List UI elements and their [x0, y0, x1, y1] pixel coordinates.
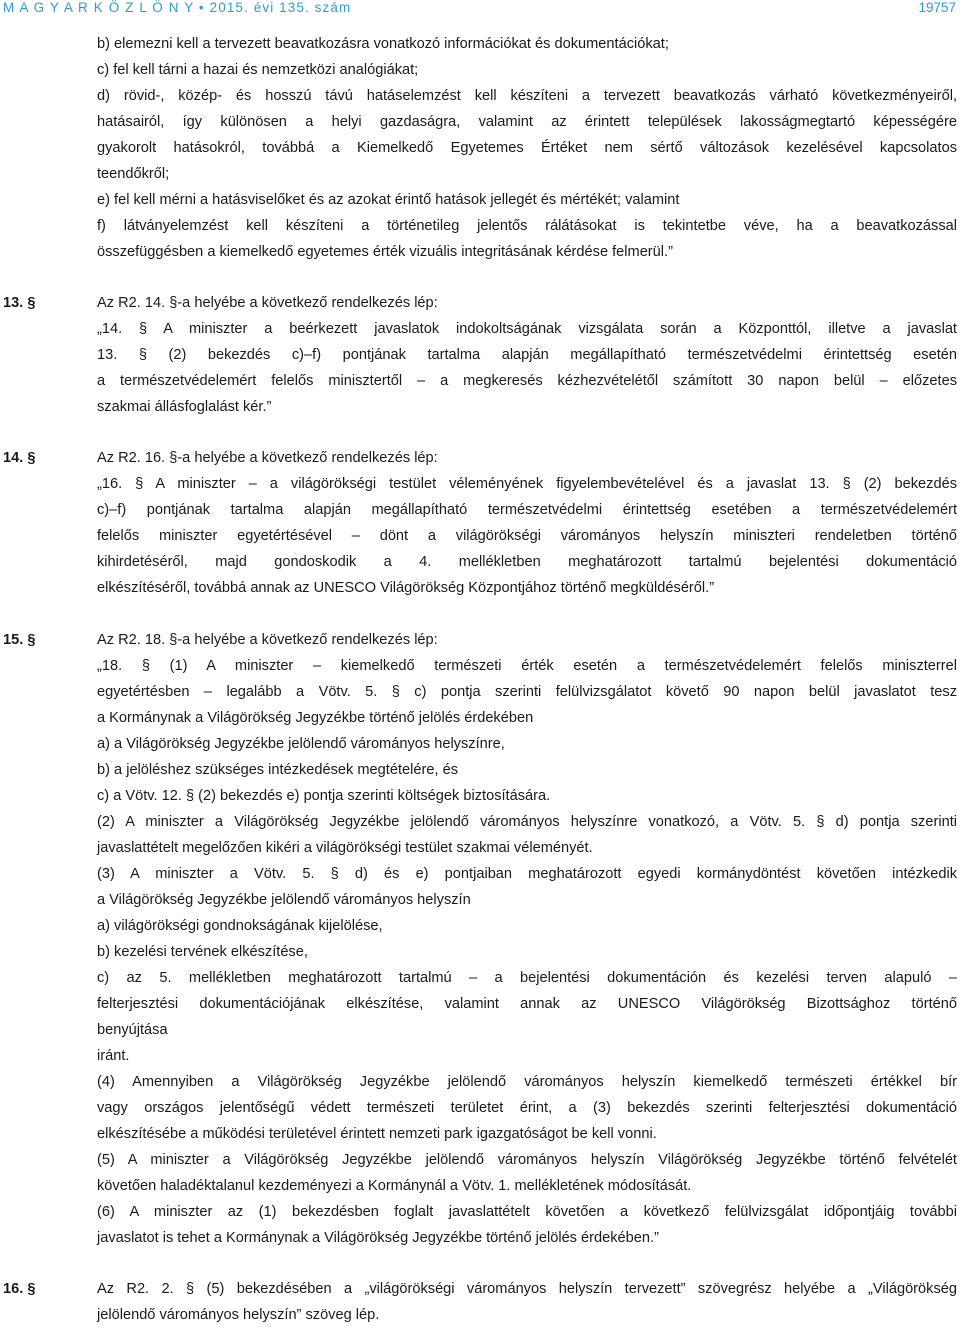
text-line: „16. § A miniszter – a világörökségi testület véleményének figyelembevételével és a javaslat 13. § (2) bekezdés [97, 476, 957, 492]
text-line: benyújtása [97, 1022, 168, 1038]
text-line: Az R2. 16. §-a helyébe a következő rendelkezés lép: [97, 450, 438, 466]
text-line: Az R2. 14. §-a helyébe a következő rendelkezés lép: [97, 295, 438, 311]
text-line: (2) A miniszter a Világörökség Jegyzékbe jelölendő várományos helyszínre vonatkozó, a Vötv. 5. § d) pontja szerinti [97, 814, 957, 830]
text-line: c) az 5. mellékletben meghatározott tartalmú – a bejelentési dokumentáción és kezelési terven alapuló – [97, 970, 957, 986]
text-line: összefüggésben a kiemelkedő egyetemes érték vizuális integritásának kérdése felmerül.” [97, 244, 673, 260]
text-line: javaslatot is tehet a Kormánynak a Világörökség Jegyzékbe történő jelölés érdekében.” [97, 1230, 659, 1246]
text-line: b) kezelési tervének elkészítése, [97, 944, 308, 960]
text-line: c) a Vötv. 12. § (2) bekezdés e) pontja szerinti költségek biztosítására. [97, 788, 551, 804]
text-line: kihirdetéséről, majd gondoskodik a 4. mellékletben meghatározott tartalmú bejelentési dokumentáció [97, 554, 957, 570]
text-line: a Világörökség Jegyzékbe jelölendő várományos helyszín [97, 892, 471, 908]
text-line: c)–f) pontjának tartalma alapján megállapítható természetvédelmi érintettség esetében a természetvédelemért [97, 502, 957, 518]
text-line: (3) A miniszter a Vötv. 5. § d) és e) pontjaiban meghatározott egyedi kormánydöntést követően intézkedik [97, 866, 957, 882]
text-line: jelölendő várományos helyszín” szöveg lép. [97, 1307, 380, 1323]
section-number: 16. § [3, 1281, 36, 1297]
text-line: Az R2. 18. §-a helyébe a következő rendelkezés lép: [97, 632, 438, 648]
text-line: felterjesztési dokumentációjának elkészítése, valamint annak az UNESCO Világörökség Bizottsághoz történő [97, 996, 957, 1012]
text-line: a Kormánynak a Világörökség Jegyzékbe történő jelölés érdekében [97, 710, 534, 726]
text-line: elkészítéséről, továbbá annak az UNESCO Világörökség Központjához történő megküldéséről.” [97, 580, 715, 596]
text-line: c) fel kell tárni a hazai és nemzetközi analógiákat; [97, 62, 419, 78]
text-line: (6) A miniszter az (1) bekezdésben foglalt javaslattételt követően a következő felülvizsgálat időpontjáig további [97, 1204, 957, 1220]
text-line: követően haladéktalanul kezdeményezi a Kormánynál a Vötv. 1. mellékletének módosítását. [97, 1178, 692, 1194]
text-line: „18. § (1) A miniszter – kiemelkedő természeti érték esetén a természetvédelemért felelős miniszterrel [97, 658, 957, 674]
text-line: Az R2. 2. § (5) bekezdésében a „világörökségi várományos helyszín tervezett” szövegrész helyébe a „Világörökség [97, 1281, 957, 1297]
text-line: d) rövid-, közép- és hosszú távú hatáselemzést kell készíteni a tervezett beavatkozás várható következményeiről, [97, 88, 957, 104]
text-line: „14. § A miniszter a beérkezett javaslatok indokoltságának vizsgálata során a Központtól, illetve a javaslat [97, 321, 957, 337]
journal-title: M A G Y A R K Ö Z L Ö N Y • 2015. évi 135. szám [3, 0, 352, 15]
text-line: e) fel kell mérni a hatásviselőket és az azokat érintő hatások jellegét és mértékét; valamint [97, 192, 680, 208]
text-line: a természetvédelemért felelős minisztertől – a megkeresés kézhezvételétől számított 30 napon belül – előzetes [97, 373, 957, 389]
text-line: elkészítésébe a működési területével érintett nemzeti park igazgatóságot be kell vonni. [97, 1126, 657, 1142]
text-line: hatásairól, így különösen a helyi gazdaságra, valamint az érintett települések lakosságmegtartó képességére [97, 114, 957, 130]
text-line: iránt. [97, 1048, 130, 1064]
text-line: egyetértésben – legalább a Vötv. 5. § c) pontja szerinti felülvizsgálatot követő 90 napon belül javaslatot tesz [97, 684, 957, 700]
text-line: gyakorolt hatásokról, továbbá a Kiemelkedő Egyetemes Értéket nem sértő változások kezelésével kapcsolatos [97, 140, 957, 156]
text-line: teendőkről; [97, 166, 170, 182]
text-line: b) a jelöléshez szükséges intézkedések megtételére, és [97, 762, 458, 778]
text-line: vagy országos jelentőségű védett természeti területet érint, a (3) bekezdés szerinti felterjesztési dokumentáció [97, 1100, 957, 1116]
text-line: a) a Világörökség Jegyzékbe jelölendő várományos helyszínre, [97, 736, 505, 752]
text-line: f) látványelemzést kell készíteni a történetileg jelentős rálátásokat is tekintetbe véve, ha a beavatkozással [97, 218, 957, 234]
page-header [0, 0, 960, 20]
section-number: 13. § [3, 295, 36, 311]
text-line: b) elemezni kell a tervezett beavatkozásra vonatkozó információkat és dokumentációkat; [97, 36, 669, 52]
text-line: javaslattételt megelőzően kikéri a világörökségi testület szakmai véleményét. [97, 840, 593, 856]
text-line: a) világörökségi gondnokságának kijelölése, [97, 918, 383, 934]
section-number: 14. § [3, 450, 36, 466]
section-number: 15. § [3, 632, 36, 648]
text-line: felelős miniszter egyetértésével – dönt a világörökségi várományos helyszín miniszteri rendeletben történő [97, 528, 957, 544]
text-line: szakmai állásfoglalást kér.” [97, 399, 272, 415]
text-line: (4) Amennyiben a Világörökség Jegyzékbe jelölendő várományos helyszín kiemelkedő természeti értékkel bír [97, 1074, 957, 1090]
page-number: 19757 [918, 0, 956, 15]
text-line: 13. § (2) bekezdés c)–f) pontjának tartalma alapján megállapítható természetvédelmi érintettség esetén [97, 347, 957, 363]
text-line: (5) A miniszter a Világörökség Jegyzékbe jelölendő várományos helyszín Világörökség Jegyzékbe történő felvételét [97, 1152, 957, 1168]
